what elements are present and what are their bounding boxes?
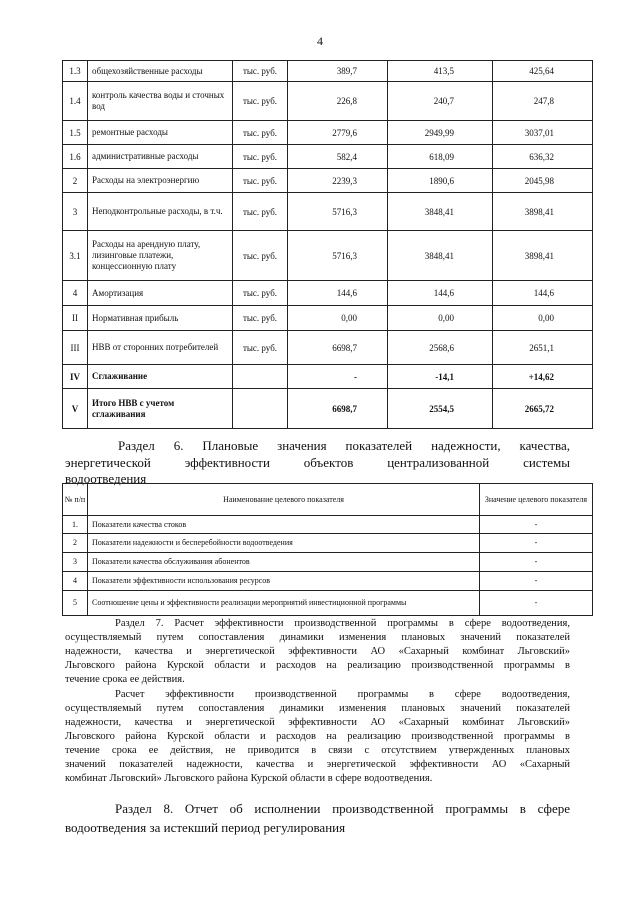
cell-v2: 2949,99: [388, 121, 493, 145]
indicator-name: Показатели качества стоков: [88, 516, 480, 534]
cell-v1: 144,6: [288, 281, 388, 306]
table-row: [63, 231, 593, 281]
efficiency-line: надежности, качества и энергетической эффективности АО «Сахарный комбинат Льговский»: [65, 717, 570, 728]
cell-v2: 144,6: [388, 281, 493, 306]
cell-v3: +14,62: [493, 365, 593, 389]
indicator-value: -: [480, 553, 593, 572]
cell-v2: 240,7: [388, 82, 493, 121]
cell-v2: 2568,6: [388, 331, 493, 365]
cell-v1: 226,8: [288, 82, 388, 121]
section8-line2: водоотведения за истекший период регулирования: [65, 820, 346, 835]
indicator-name: Показатели надежности и бесперебойности водоотведения: [88, 534, 480, 553]
list-item: [63, 534, 593, 553]
efficiency-line: осуществляемый путем сопоставления динамики изменения плановых значений показателей: [65, 703, 570, 714]
table-row: [63, 389, 593, 429]
section7-paragraph: [65, 617, 570, 687]
cell-num: 1.3: [63, 61, 88, 82]
table-row: [63, 306, 593, 331]
cell-name: Сглаживание: [88, 365, 233, 389]
cell-v1: 582,4: [288, 145, 388, 169]
cell-name: Нормативная прибыль: [88, 306, 233, 331]
cell-num: 3.1: [63, 231, 88, 281]
cell-num: 1.5: [63, 121, 88, 145]
cell-v2: -14,1: [388, 365, 493, 389]
section7-line: надежности, качества и энергетической эффективности АО «Сахарный комбинат Льговский»: [65, 646, 570, 657]
cell-v1: 0,00: [288, 306, 388, 331]
cell-v1: -: [288, 365, 388, 389]
cell-unit: тыс. руб.: [233, 61, 288, 82]
section7-line: течение срока ее действия.: [65, 674, 185, 685]
table-row: [63, 331, 593, 365]
section8-line1: Раздел 8. Отчет об исполнении производственной программы в сфере: [115, 801, 570, 816]
cell-v1: 2779,6: [288, 121, 388, 145]
cell-v3: 3898,41: [493, 193, 593, 231]
cell-name: общехозяйственные расходы: [88, 61, 233, 82]
section6-heading-line3: водоотведения: [65, 471, 147, 486]
indicator-num: 4: [63, 572, 88, 591]
cell-v1: 389,7: [288, 61, 388, 82]
table-row: [63, 281, 593, 306]
section6-heading-line1: Раздел 6. Плановые значения показателей надежности, качества,: [118, 438, 570, 453]
efficiency-line: комбинат Льговский» Льговского района Курской области в сфере водоотведения.: [65, 773, 433, 784]
cell-v3: 3898,41: [493, 231, 593, 281]
list-item: [63, 516, 593, 534]
cell-unit: тыс. руб.: [233, 231, 288, 281]
cell-num: 3: [63, 193, 88, 231]
indicators-header-num: № п/п: [63, 484, 88, 516]
cell-unit: тыс. руб.: [233, 193, 288, 231]
cell-v3: 2045,98: [493, 169, 593, 193]
cell-name: контроль качества воды и сточных вод: [88, 82, 233, 121]
indicator-num: 1.: [63, 516, 88, 534]
indicator-value: -: [480, 572, 593, 591]
cell-num: 1.6: [63, 145, 88, 169]
cell-v2: 3848,41: [388, 231, 493, 281]
section7-line: Раздел 7. Расчет эффективности производственной программы в сфере водоотведения,: [115, 618, 570, 629]
cell-num: 1.4: [63, 82, 88, 121]
cell-name: Неподконтрольные расходы, в т.ч.: [88, 193, 233, 231]
cell-v1: 6698,7: [288, 389, 388, 429]
indicator-value: -: [480, 534, 593, 553]
cell-v3: 425,64: [493, 61, 593, 82]
cell-v2: 3848,41: [388, 193, 493, 231]
cell-unit: тыс. руб.: [233, 169, 288, 193]
cell-v2: 413,5: [388, 61, 493, 82]
cell-v1: 5716,3: [288, 193, 388, 231]
cell-unit: [233, 365, 288, 389]
cell-v2: 1890,6: [388, 169, 493, 193]
efficiency-line: Льговского района Курской области и расходов на реализацию производственной программы в: [65, 731, 570, 742]
cell-num: 4: [63, 281, 88, 306]
indicator-num: 2: [63, 534, 88, 553]
page-number: 4: [317, 34, 323, 48]
cell-name: Расходы на арендную плату, лизинговые платежи, концессионную плату: [88, 231, 233, 281]
cell-name: ремонтные расходы: [88, 121, 233, 145]
indicator-value: -: [480, 591, 593, 616]
cell-unit: тыс. руб.: [233, 331, 288, 365]
cell-v3: 3037,01: [493, 121, 593, 145]
table-row: [63, 145, 593, 169]
section7-line: Льговского района Курской области и расходов на реализацию производственной программы в: [65, 660, 570, 671]
table-row: [63, 365, 593, 389]
cell-v3: 636,32: [493, 145, 593, 169]
cell-unit: тыс. руб.: [233, 121, 288, 145]
indicators-header-value: Значение целевого показателя: [480, 484, 593, 516]
indicator-num: 3: [63, 553, 88, 572]
cell-unit: тыс. руб.: [233, 306, 288, 331]
cell-unit: тыс. руб.: [233, 281, 288, 306]
section8-heading: [65, 799, 570, 837]
financial-table: [62, 60, 593, 429]
cell-v2: 618,09: [388, 145, 493, 169]
cell-name: Итого НВВ с учетом сглаживания: [88, 389, 233, 429]
indicator-name: Показатели эффективности использования ресурсов: [88, 572, 480, 591]
indicators-header-name: Наименование целевого показателя: [88, 484, 480, 516]
cell-num: II: [63, 306, 88, 331]
section6-heading-line2: энергетической эффективности объектов централизованной системы: [65, 455, 570, 470]
efficiency-line: Расчет эффективности производственной программы в сфере водоотведения,: [115, 689, 570, 700]
list-item: [63, 591, 593, 616]
cell-v2: 2554,5: [388, 389, 493, 429]
cell-v2: 0,00: [388, 306, 493, 331]
section7-line: осуществляемый путем сопоставления динамики изменения плановых значений показателей: [65, 632, 570, 643]
cell-v3: 2651,1: [493, 331, 593, 365]
cell-num: 2: [63, 169, 88, 193]
indicator-name: Соотношение цены и эффективности реализации мероприятий инвестиционной программы: [88, 591, 480, 616]
cell-num: IV: [63, 365, 88, 389]
cell-name: Амортизация: [88, 281, 233, 306]
table-row: [63, 121, 593, 145]
indicator-name: Показатели качества обслуживания абонентов: [88, 553, 480, 572]
cell-num: III: [63, 331, 88, 365]
cell-v1: 5716,3: [288, 231, 388, 281]
cell-v3: 247,8: [493, 82, 593, 121]
table-row: [63, 61, 593, 82]
cell-num: V: [63, 389, 88, 429]
cell-v1: 6698,7: [288, 331, 388, 365]
cell-v3: 2665,72: [493, 389, 593, 429]
list-item: [63, 572, 593, 591]
list-item: [63, 553, 593, 572]
table-row: [63, 169, 593, 193]
cell-v3: 144,6: [493, 281, 593, 306]
indicator-value: -: [480, 516, 593, 534]
cell-name: Расходы на электроэнергию: [88, 169, 233, 193]
indicators-table: [62, 483, 593, 616]
table-row: [63, 82, 593, 121]
cell-v1: 2239,3: [288, 169, 388, 193]
cell-unit: [233, 389, 288, 429]
efficiency-paragraph: [65, 688, 570, 786]
efficiency-line: течение срока ее действия, не приводится в связи с отсутствием утвержденных плановых: [65, 745, 570, 756]
cell-v3: 0,00: [493, 306, 593, 331]
cell-unit: тыс. руб.: [233, 145, 288, 169]
cell-name: НВВ от сторонних потребителей: [88, 331, 233, 365]
indicator-num: 5: [63, 591, 88, 616]
cell-unit: тыс. руб.: [233, 82, 288, 121]
table-row: [63, 193, 593, 231]
cell-name: административные расходы: [88, 145, 233, 169]
efficiency-line: значений показателей надежности, качества и энергетической эффективности АО «Сахарный: [65, 759, 570, 770]
